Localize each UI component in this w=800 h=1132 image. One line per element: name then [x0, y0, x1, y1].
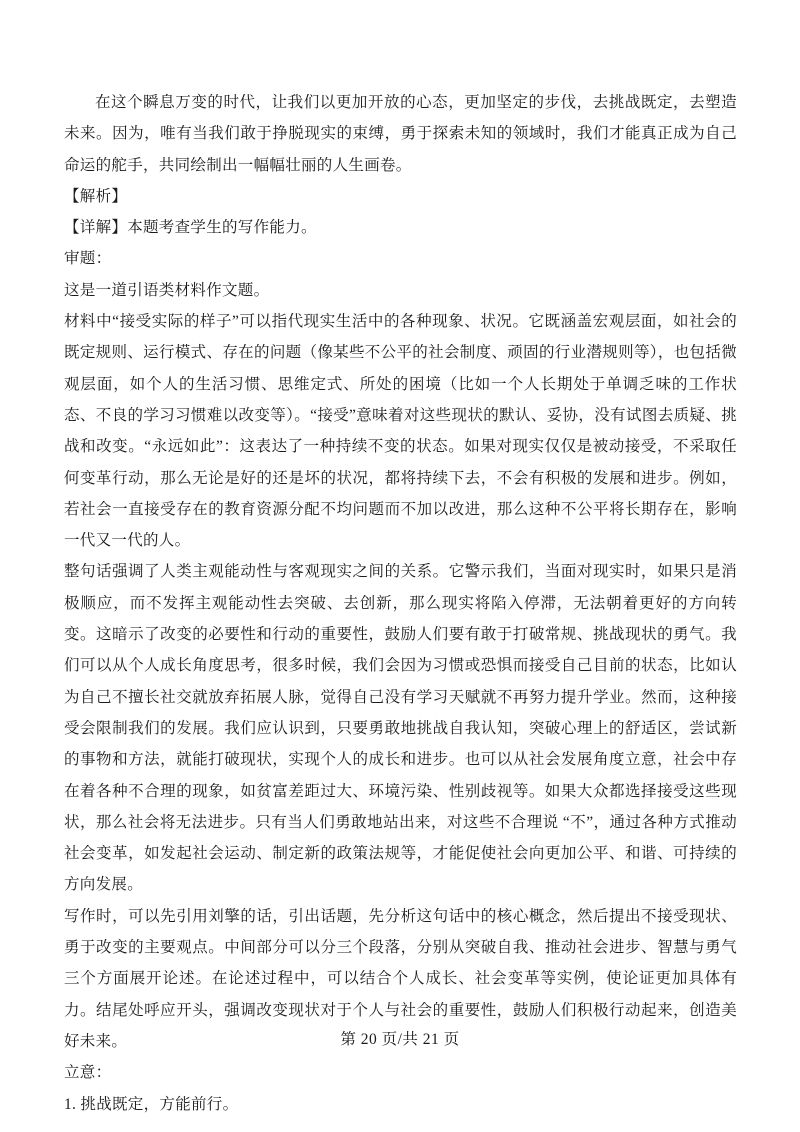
analysis-section-label: 【解析】 [64, 187, 128, 205]
essay-conclusion-paragraph: 在这个瞬息万变的时代，让我们以更加开放的心态，更加坚定的步伐，去挑战既定，去塑造未来。因为，唯有当我们敢于挣脱现实的束缚，勇于探索未知的领域时，我们才能真正成为自己命运的舵手，共同绘制出一幅幅壮丽的人生画卷。 [64, 94, 737, 174]
topic-review-label: 审题： [64, 250, 112, 268]
writing-guidance-paragraph: 写作时，可以先引用刘擎的话，引出话题，先分析这句话中的核心概念，然后提出不接受现状、勇于改变的主要观点。中间部分可以分三个段落，分别从突破自我、推动社会进步、智慧与勇气三个方面展开论述。在论述过程中，可以结合个人成长、社会变革等实例，使论证更加具体有力。结尾处呼应开头，强调改变现状对于个人与社会的重要性，鼓励人们积极行动起来，创造美好未来。 [64, 907, 737, 1050]
page-footer: 第 20 页/共 21 页 [340, 1031, 460, 1048]
intent-label: 立意： [64, 1064, 112, 1082]
theme-discussion-paragraph: 整句话强调了人类主观能动性与客观现实之间的关系。它警示我们，当面对现实时，如果只是消极顺应，而不发挥主观能动性去突破、去创新，那么现实将陷入停滞，无法朝着更好的方向转变。这暗示了改变的必要性和行动的重要性，鼓励人们要有敢于打破常规、挑战现状的勇气。我们可以从个人成长角度思考，很多时候，我们会因为习惯或恐惧而接受自己目前的状态，比如认为自己不擅长社交就放弃拓展人脉，觉得自己没有学习天赋就不再努力提升学业。然而，这种接受会限制我们的发展。我们应认识到，只要勇敢地挑战自我认知，突破心理上的舒适区，尝试新的事物和方法，就能打破现状，实现个人的成长和进步。也可以从社会发展角度立意，社会中存在着各种不合理的现象，如贫富差距过大、环境污染、性别歧视等。如果大众都选择接受这些现状，那么社会将无法进步。只有当人们勇敢地站出来，对这些不合理说 “不”，通过各种方式推动社会变革，如发起社会运动、制定新的政策法规等，才能促使社会向更加公平、和谐、可持续的方向发展。 [64, 563, 737, 894]
detail-explanation-line: 【详解】本题考查学生的写作能力。 [64, 219, 317, 237]
prompt-type-line: 这是一道引语类材料作文题。 [64, 281, 270, 299]
material-analysis-paragraph: 材料中“接受实际的样子”可以指代现实生活中的各种现象、状况。它既涵盖宏观层面，如社会的既定规则、运行模式、存在的问题（像某些不公平的社会制度、顽固的行业潜规则等），也包括微观层面，如个人的生活习惯、思维定式、所处的困境（比如一个人长期处于单调乏味的工作状态、不良的学习习惯难以改变等）。“接受”意味着对这些现状的默认、妥协，没有试图去质疑、挑战和改变。“永远如此”：这表达了一种持续不变的状态。如果对现实仅仅是被动接受，不采取任何变革行动，那么无论是好的还是坏的状况，都将持续下去，不会有积极的发展和进步。例如，若社会一直接受存在的教育资源分配不均问题而不加以改进，那么这种不公平将长期存在，影响一代又一代的人。 [64, 313, 737, 550]
intent-item-1: 1. 挑战既定，方能前行。 [64, 1095, 239, 1113]
